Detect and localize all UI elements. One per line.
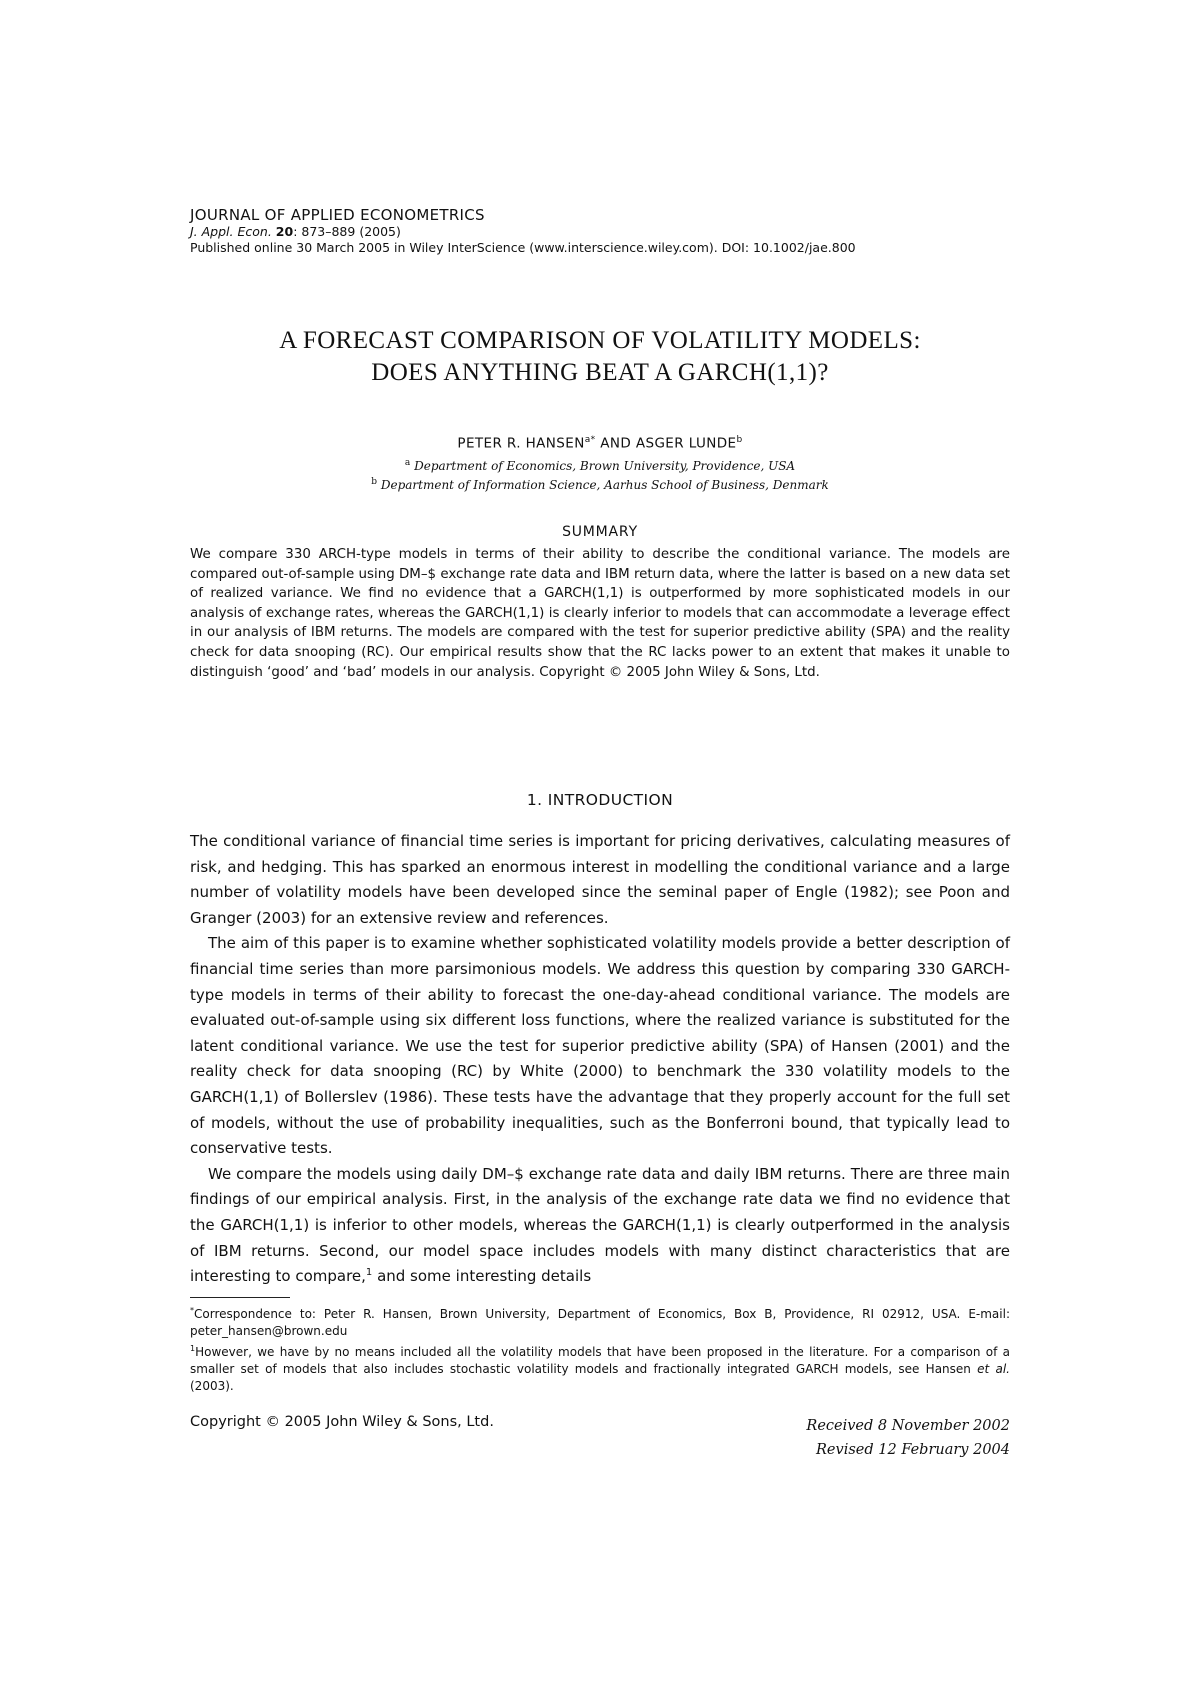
title-line-1: A FORECAST COMPARISON OF VOLATILITY MODELS:	[279, 327, 921, 354]
paragraph-3-text-b: and some interesting details	[372, 1267, 592, 1286]
paragraph-3-text-a: We compare the models using daily DM–$ exchange rate data and daily IBM returns. There are three main findings of our empirical analysis. First, in the analysis of the exchange rate data we find no evidence that the GARCH(1,1) is inferior to other models, whereas the GARCH(1,1) is clearly outperformed in the analysis of IBM returns. Second, our model space includes models with many distinct characteristics that are interesting to compare,	[190, 1164, 1010, 1286]
author-1: PETER R. HANSEN	[457, 435, 585, 452]
summary-text: We compare 330 ARCH-type models in terms of their ability to describe the conditional variance. The models are compared out-of-sample using DM–$ exchange rate data and IBM return data, where the latter is based on a new data set of realized variance. We find no evidence that a GARCH(1,1) is outperformed by more sophisticated models in our analysis of exchange rates, whereas the GARCH(1,1) is clearly inferior to models that can accommodate a leverage effect in our analysis of IBM returns. The models are compared with the test for superior predictive ability (SPA) and the reality check for data snooping (RC). Our empirical results show that the RC lacks power to an extent that makes it unable to distinguish ‘good’ and ‘bad’ models in our analysis. Copyright © 2005 John Wiley & Sons, Ltd.	[190, 547, 1010, 680]
author-1-corresponding-mark: *	[590, 435, 596, 445]
title-line-2: DOES ANYTHING BEAT A GARCH(1,1)?	[371, 359, 829, 386]
author-2-affil-mark: b	[736, 435, 743, 445]
introduction-body	[190, 829, 1010, 1290]
affiliation-b-text: Department of Information Science, Aarhus School of Business, Denmark	[380, 478, 829, 492]
published-line: Published online 30 March 2005 in Wiley InterScience (www.interscience.wiley.com). DOI: 10.1002/jae.800	[190, 240, 856, 255]
paragraph-3	[190, 1162, 1010, 1290]
copyright-notice: Copyright © 2005 John Wiley & Sons, Ltd.	[190, 1414, 494, 1430]
affiliation-a	[150, 458, 1050, 473]
footnote-1-etal: et al.	[977, 1362, 1010, 1376]
citation-journal: J. Appl. Econ.	[190, 224, 272, 239]
paragraph-2: The aim of this paper is to examine whether sophisticated volatility models provide a better description of financial time series than more parsimonious models. We address this question by comparing 330 GARCH-type models in terms of their ability to forecast the one-day-ahead conditional variance. The models are evaluated out-of-sample using six different loss functions, where the realized variance is substituted for the latent conditional variance. We use the test for superior predictive ability (SPA) of Hansen (2001) and the reality check for data snooping (RC) by White (2000) to benchmark the 330 volatility models to the GARCH(1,1) of Bollerslev (1986). These tests have the advantage that they properly account for the full set of models, without the use of probability inequalities, such as the Bonferroni bound, that typically lead to conservative tests.	[190, 934, 1010, 1158]
footnote-ref-1: 1	[365, 1267, 373, 1279]
footnote-divider	[190, 1297, 290, 1298]
author-list	[150, 435, 1050, 452]
footnote-correspondence-text: Correspondence to: Peter R. Hansen, Brown University, Department of Economics, Box B, Providence, RI 02912, USA. E-mail: peter_hansen@brown.edu	[190, 1307, 1010, 1338]
footnote-star-mark: *	[190, 1306, 194, 1315]
journal-citation	[190, 224, 1010, 240]
affiliation-a-text: Department of Economics, Brown University, Providence, USA	[414, 459, 796, 473]
received-date: Received 8 November 2002	[806, 1418, 1010, 1434]
affiliation-b-mark: b	[371, 477, 378, 487]
affiliation-b	[150, 477, 1050, 492]
affiliation-a-mark: a	[404, 458, 411, 468]
journal-name: JOURNAL OF APPLIED ECONOMETRICS	[190, 206, 485, 224]
author-2: ASGER LUNDE	[635, 435, 737, 452]
footnote-1	[190, 1340, 1010, 1395]
footnote-correspondence	[190, 1302, 1010, 1340]
footnote-1-text-a: However, we have by no means included all the volatility models that have been proposed in the literature. For a comparison of a smaller set of models that also includes stochastic volatility models and fractionally integrated GARCH models, see Hansen	[190, 1345, 1010, 1376]
received-dates	[806, 1414, 1010, 1462]
summary-heading: SUMMARY	[562, 524, 638, 540]
paper-title	[150, 325, 1050, 389]
citation-pages: : 873–889 (2005)	[293, 224, 401, 239]
section-heading-introduction: 1. INTRODUCTION	[526, 791, 674, 809]
citation-volume: 20	[275, 224, 294, 239]
footnote-1-text-b: (2003).	[190, 1379, 234, 1393]
paragraph-1: The conditional variance of financial time series is important for pricing derivatives, calculating measures of risk, and hedging. This has sparked an enormous interest in modelling the conditional variance and a large number of volatility models have been developed since the seminal paper of Engle (1982); see Poon and Granger (2003) for an extensive review and references.	[190, 832, 1010, 927]
author-1-affil-mark: a	[584, 435, 591, 445]
footnotes	[190, 1302, 1010, 1395]
author-conjunction: AND	[595, 435, 636, 452]
journal-header	[190, 206, 1010, 256]
footnote-1-mark: 1	[190, 1344, 196, 1353]
revised-date: Revised 12 February 2004	[816, 1442, 1010, 1458]
